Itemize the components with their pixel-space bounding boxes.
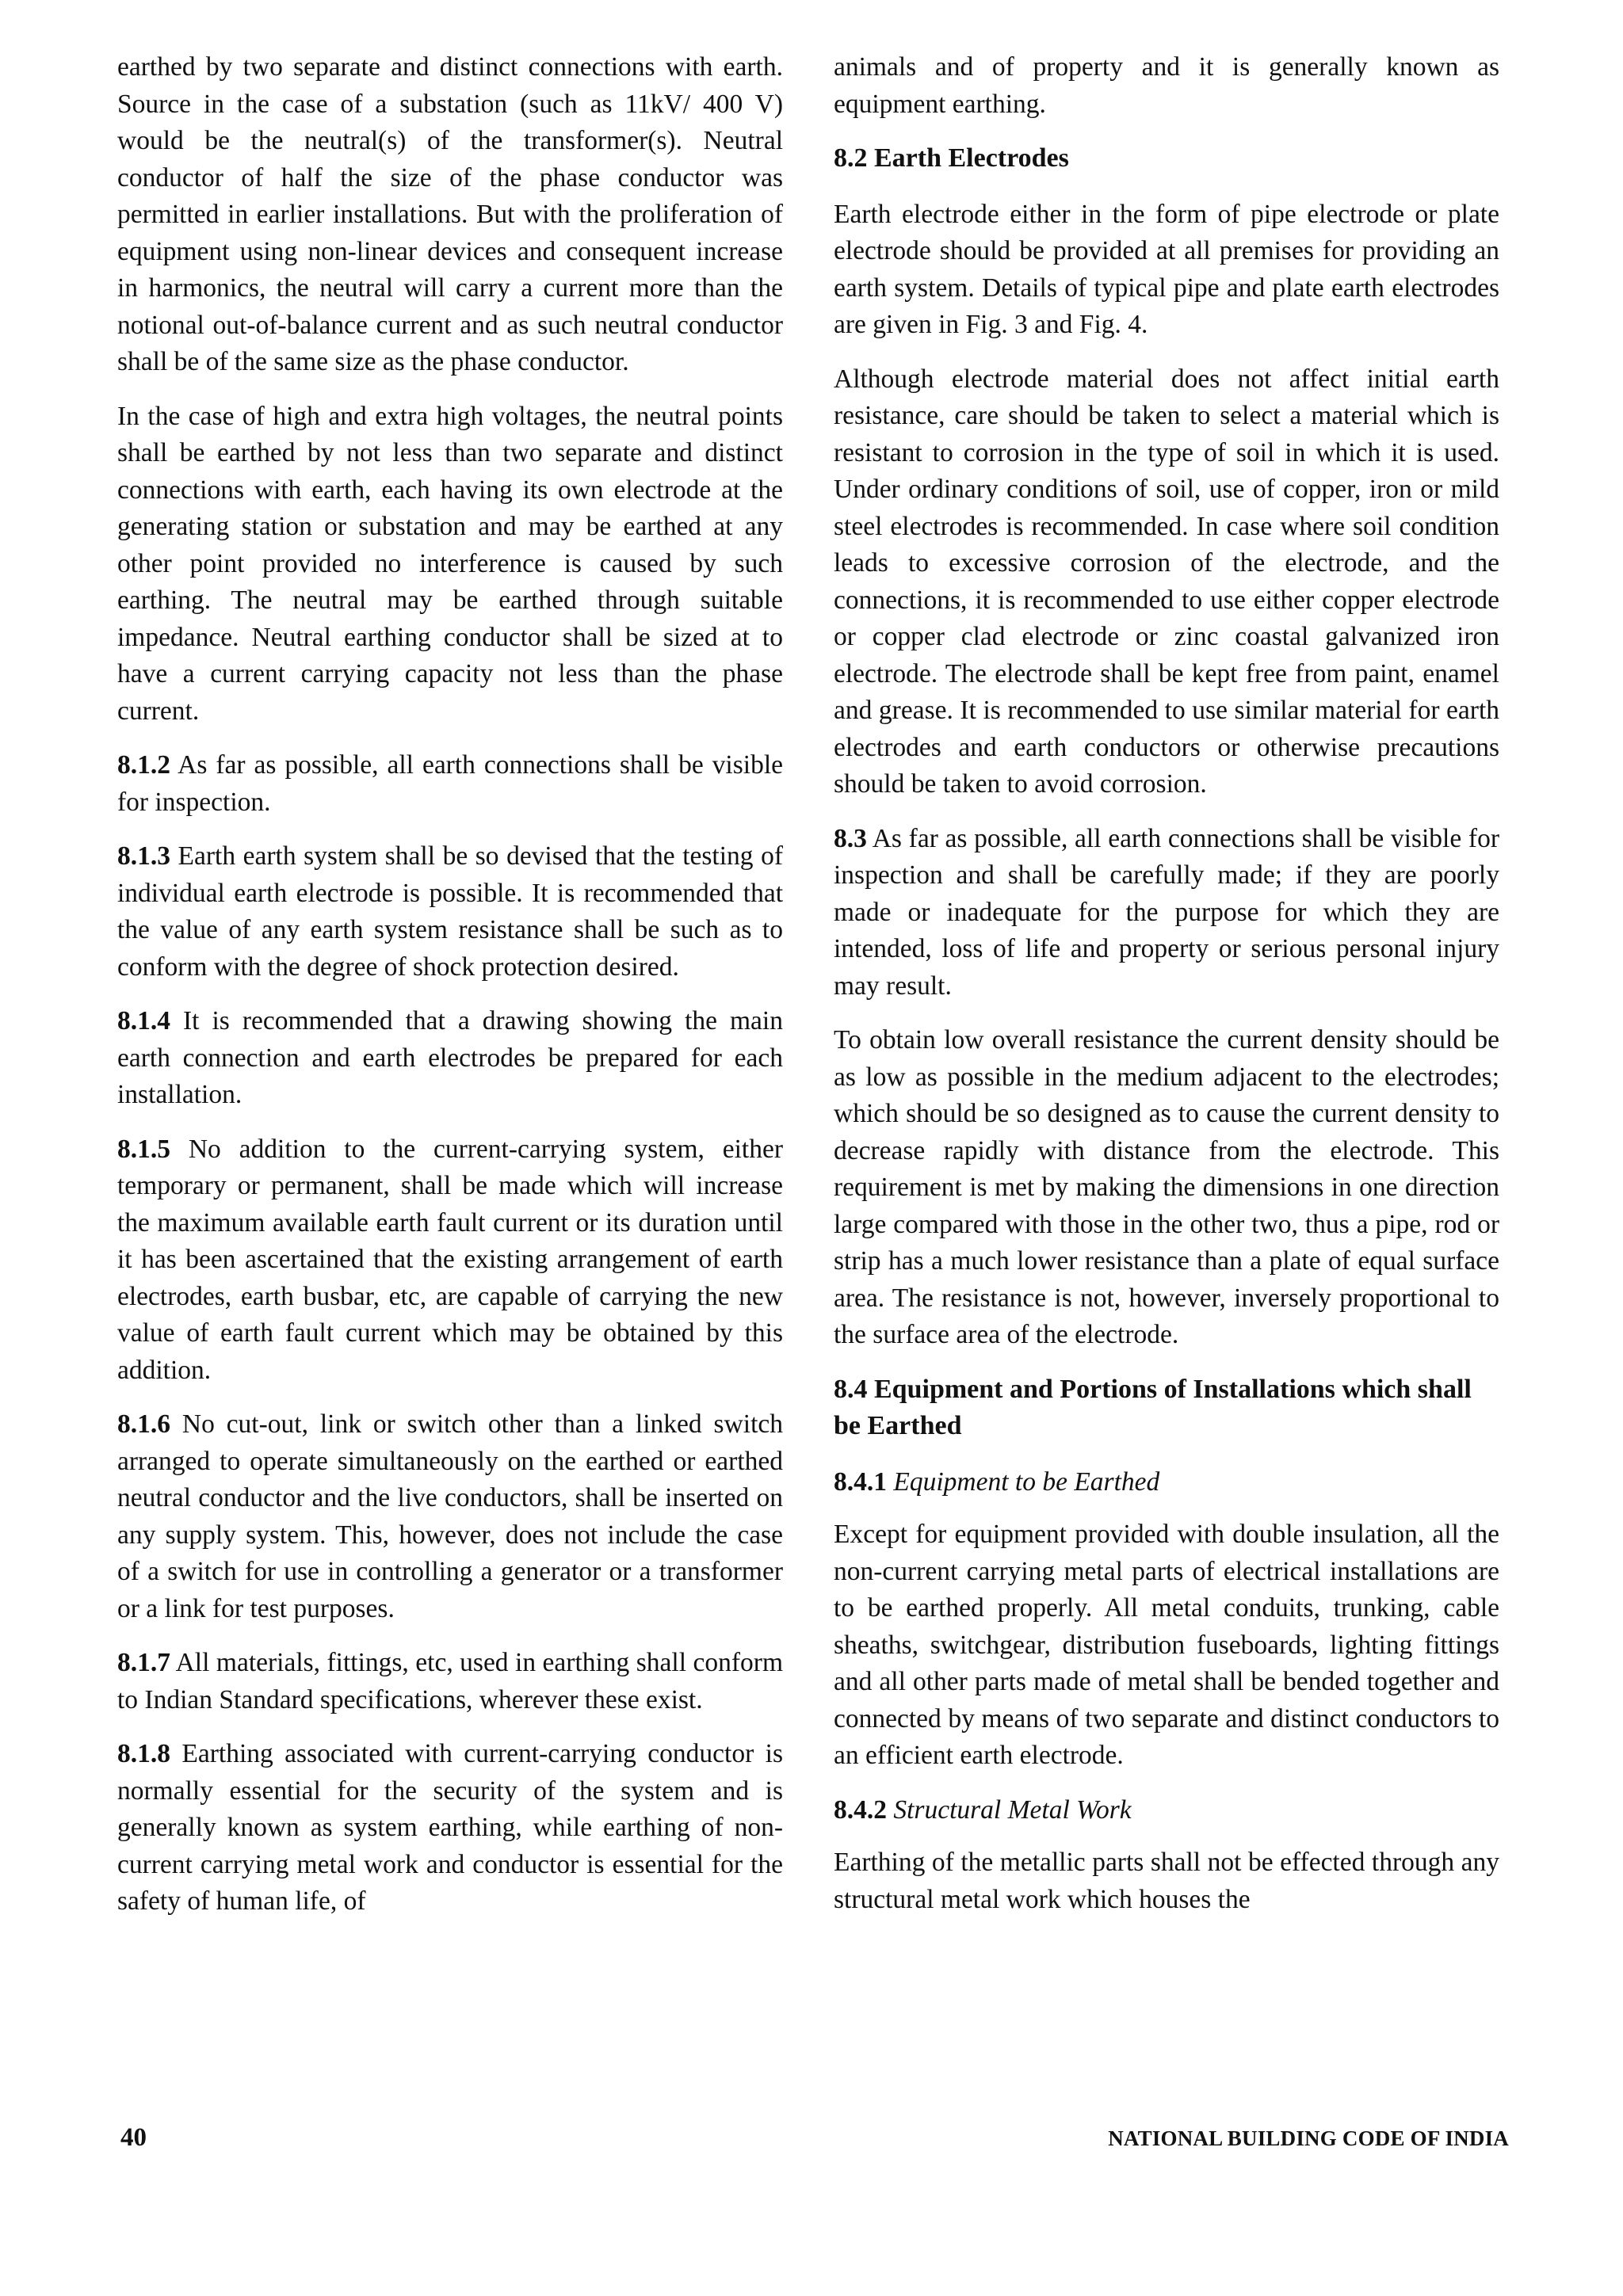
paragraph-electrode-form: Earth electrode either in the form of pipe electrode or plate electrode should be provided at all premises for providing an earth system. Details of typical pipe and plate earth electrodes are given in Fig. 3 and Fig. 4. <box>834 199 1499 339</box>
clause-text: As far as possible, all earth connections shall be visible for inspection and shall be carefully made; if they are poorly made or inadequate for the purpose for which they are intended, loss of life and property or serious personal injury may result. <box>834 823 1499 1001</box>
clause-number: 8.1.7 <box>117 1648 170 1677</box>
section-heading-8-2: 8.2 Earth Electrodes <box>834 143 1069 173</box>
right-column <box>834 49 1499 1936</box>
subsection-title: Structural Metal Work <box>893 1794 1132 1825</box>
clause-number: 8.1.6 <box>117 1409 170 1439</box>
clause-8-1-7 <box>117 1645 783 1718</box>
clause-8-1-4 <box>117 1003 783 1114</box>
clause-8-1-2 <box>117 747 783 821</box>
clause-text: No cut-out, link or switch other than a linked switch arranged to operate simultaneously on the earthed or earthed neutral conductor and the live conductors, shall be inserted on any supply system. This, however, does not include the case of a switch for use in controlling a generator or a transformer or a link for test purposes. <box>117 1409 783 1623</box>
paragraph-structural-metal-work: Earthing of the metallic parts shall not be effected through any structural metal work which houses the <box>834 1848 1499 1914</box>
clause-number: 8.1.8 <box>117 1739 170 1768</box>
clause-text: No addition to the current-carrying system, either temporary or permanent, shall be made which will increase the maximum available earth fault current or its duration until it has been ascertained that the existing arrangement of earth electrodes, earth busbar, etc, are capable of carrying the new value of earth fault current which may be obtained by this addition. <box>117 1134 783 1385</box>
clause-8-1-5 <box>117 1131 783 1390</box>
section-heading-8-4: 8.4 Equipment and Portions of Installations which shall be Earthed <box>834 1374 1472 1440</box>
clause-text: It is recommended that a drawing showing the main earth connection and earth electrodes be prepared for each installation. <box>117 1006 783 1109</box>
paragraph-equipment-earthing: animals and of property and it is generally known as equipment earthing. <box>834 52 1499 119</box>
paragraph-equipment-to-be-earthed: Except for equipment provided with double insulation, all the non-current carrying metal parts of electrical installations are to be earthed properly. All metal conduits, trunking, cable sheaths, switchgear, distribution fuseboards, lighting fittings and all other parts made of metal shall be bended together and connected by means of two separate and distinct conductors to an efficient earth electrode. <box>834 1520 1499 1770</box>
clause-number: 8.1.3 <box>117 841 170 871</box>
clause-8-1-6 <box>117 1406 783 1627</box>
paragraph-electrode-material: Although electrode material does not affect initial earth resistance, care should be taken to select a material which is resistant to corrosion in the type of soil in which it is used. Under ordinary conditions of soil, use of copper, iron or mild steel electrodes is recommended. In case where soil condition leads to excessive corrosion of the electrode, and the connections, it is recommended to use either copper electrode or copper clad electrode or zinc coastal galvanized iron electrode. The electrode shall be kept free from paint, enamel and grease. It is recommended to use similar material for earth electrodes and earth conductors or otherwise precautions should be taken to avoid corrosion. <box>834 364 1499 799</box>
clause-number: 8.4.2 <box>834 1794 887 1825</box>
clause-number: 8.3 <box>834 823 867 853</box>
clause-8-1-3 <box>117 838 783 986</box>
clause-number: 8.1.5 <box>117 1134 170 1164</box>
clause-8-1-8 <box>117 1736 783 1920</box>
left-column <box>117 49 783 1938</box>
subsection-heading-8-4-1 <box>834 1464 1499 1501</box>
publication-title: NATIONAL BUILDING CODE OF INDIA <box>1108 2126 1509 2150</box>
clause-text: As far as possible, all earth connections shall be visible for inspection. <box>117 750 783 817</box>
clause-number: 8.1.4 <box>117 1006 170 1035</box>
clause-number: 8.4.1 <box>834 1466 887 1497</box>
clause-8-3 <box>834 821 1499 1005</box>
page-number: 40 <box>120 2123 147 2152</box>
subsection-heading-8-4-2 <box>834 1792 1499 1829</box>
clause-text: Earth earth system shall be so devised that the testing of individual earth electrode is possible. It is recommended that the value of any earth system resistance shall be such as to conform with the degree of shock protection desired. <box>117 841 783 982</box>
clause-text: All materials, fittings, etc, used in earthing shall conform to Indian Standard specifications, wherever these exist. <box>117 1648 783 1714</box>
subsection-title: Equipment to be Earthed <box>893 1466 1160 1497</box>
paragraph-current-density: To obtain low overall resistance the current density should be as low as possible in the medium adjacent to the electrodes; which should be so designed as to cause the current density to decrease rapidly with distance from the electrode. This requirement is met by making the dimensions in one direction large compared with those in the other two, thus a pipe, rod or strip has a much lower resistance than a plate of equal surface area. The resistance is not, however, inversely proportional to the surface area of the electrode. <box>834 1025 1499 1349</box>
clause-number: 8.1.2 <box>117 750 170 780</box>
clause-text: Earthing associated with current-carrying conductor is normally essential for the security of the system and is generally known as system earthing, while earthing of non-current carrying metal work and conductor is essential for the safety of human life, of <box>117 1739 783 1916</box>
paragraph-high-voltage: In the case of high and extra high voltages, the neutral points shall be earthed by not less than two separate and distinct connections with earth, each having its own electrode at the generating station or substation and may be earthed at any other point provided no interference is caused by such earthing. The neutral may be earthed through suitable impedance. Neutral earthing conductor shall be sized at to have a current carrying capacity not less than the phase current. <box>117 401 783 726</box>
paragraph-neutral-size: earthed by two separate and distinct connections with earth. Source in the case of a substation (such as 11kV/ 400 V) would be the neutral(s) of the transformer(s). Neutral conductor of half the size of the phase conductor was permitted in earlier installations. But with the proliferation of equipment using non-linear devices and consequent increase in harmonics, the neutral will carry a current more than the notional out-of-balance current and as such neutral conductor shall be of the same size as the phase conductor. <box>117 52 783 376</box>
